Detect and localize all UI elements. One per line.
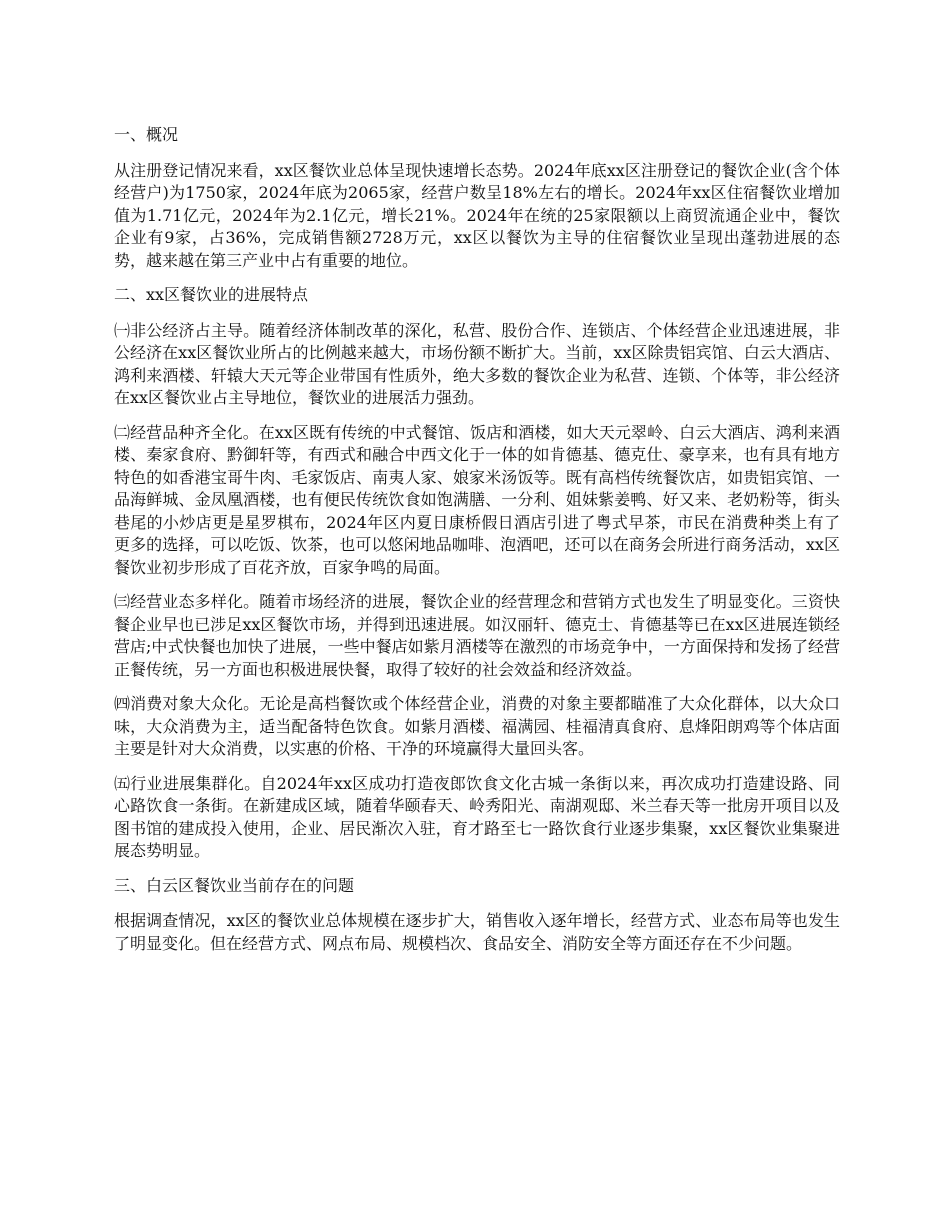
paragraph-feature-5: ㈤行业进展集群化。自2024年xx区成功打造夜郎饮食文化古城一条街以来，再次成功打造建设路、同心路饮食一条街。在新建成区域，随着华颐春天、岭秀阳光、南湖观邸、米兰春天等一批房开项目以及图书馆的建成投入使用，企业、居民渐次入驻，育才路至七一路饮食行业逐步集聚，xx区餐饮业集聚进展态势明显。: [114, 773, 840, 860]
paragraph-feature-1: ㈠非公经济占主导。随着经济体制改革的深化，私营、股份合作、连锁店、个体经营企业迅速进展，非公经济在xx区餐饮业所占的比例越来越大，市场份额不断扩大。当前，xx区除贵铝宾馆、白云大酒店、鸿利来酒楼、轩辕大天元等企业带国有性质外，绝大多数的餐饮企业为私营、连锁、个体等，非公经济在xx区餐饮业占主导地位，餐饮业的进展活力强劲。: [114, 320, 840, 407]
paragraph-problems: 根据调查情况，xx区的餐饮业总体规模在逐步扩大，销售收入逐年增长，经营方式、业态布局等也发生了明显变化。但在经营方式、网点布局、规模档次、食品安全、消防安全等方面还存在不少问题。: [114, 911, 840, 953]
paragraph-overview: 从注册登记情况来看，xx区餐饮业总体呈现快速增长态势。2024年底xx区注册登记的餐饮企业(含个体经营户)为1750家，2024年底为2065家，经营户数呈18%左右的增长。2024年xx区住宿餐饮业增加值为1.71亿元，2024年为2.1亿元，增长21%。2024年在统的25家限额以上商贸流通企业中，餐饮企业有9家，占36%，完成销售额2728万元，xx区以餐饮为主导的住宿餐饮业呈现出蓬勃进展的态势，越来越在第三产业中占有重要的地位。: [114, 160, 840, 270]
section-heading-problems: 三、白云区餐饮业当前存在的问题: [114, 875, 355, 895]
paragraph-feature-4: ㈣消费对象大众化。无论是高档餐饮或个体经营企业，消费的对象主要都瞄准了大众化群体，以大众口味，大众消费为主，适当配备特色饮食。如紫月酒楼、福满园、桂福清真食府、息烽阳朗鸡等个体店面主要是针对大众消费，以实惠的价格、干净的环境赢得大量回头客。: [114, 694, 840, 758]
document-page: [114, 124, 840, 967]
paragraph-feature-3: ㈢经营业态多样化。随着市场经济的进展，餐饮企业的经营理念和营销方式也发生了明显变化。三资快餐企业早也已涉足xx区餐饮市场，并得到迅速进展。如汉丽轩、德克士、肯德基等已在xx区进展连锁经营店;中式快餐也加快了进展，一些中餐店如紫月酒楼等在激烈的市场竞争中，一方面保持和发扬了经营正餐传统，另一方面也积极进展快餐，取得了较好的社会效益和经济效益。: [114, 592, 840, 679]
section-heading-overview: 一、概况: [114, 125, 179, 144]
paragraph-feature-2: ㈡经营品种齐全化。在xx区既有传统的中式餐馆、饭店和酒楼，如大天元翠岭、白云大酒店、鸿利来酒楼、秦家食府、黔御轩等，有西式和融合中西文化于一体的如肯德基、德克仕、豪享来，也有具有地方特色的如香港宝哥牛肉、毛家饭店、南夷人家、娘家米汤饭等。既有高档传统餐饮店，如贵铝宾馆、一品海鲜城、金凤凰酒楼，也有便民传统饮食如饱满膳、一分利、姐妹紫姜鸭、好又来、老奶粉等，街头巷尾的小炒店更是星罗棋布，2024年区内夏日康桥假日酒店引进了粤式早茶，市民在消费种类上有了更多的选择，可以吃饭、饮茶，也可以悠闲地品咖啡、泡酒吧，还可以在商务会所进行商务活动，xx区餐饮业初步形成了百花齐放，百家争鸣的局面。: [114, 422, 840, 577]
section-heading-features: 二、xx区餐饮业的进展特点: [114, 285, 309, 304]
